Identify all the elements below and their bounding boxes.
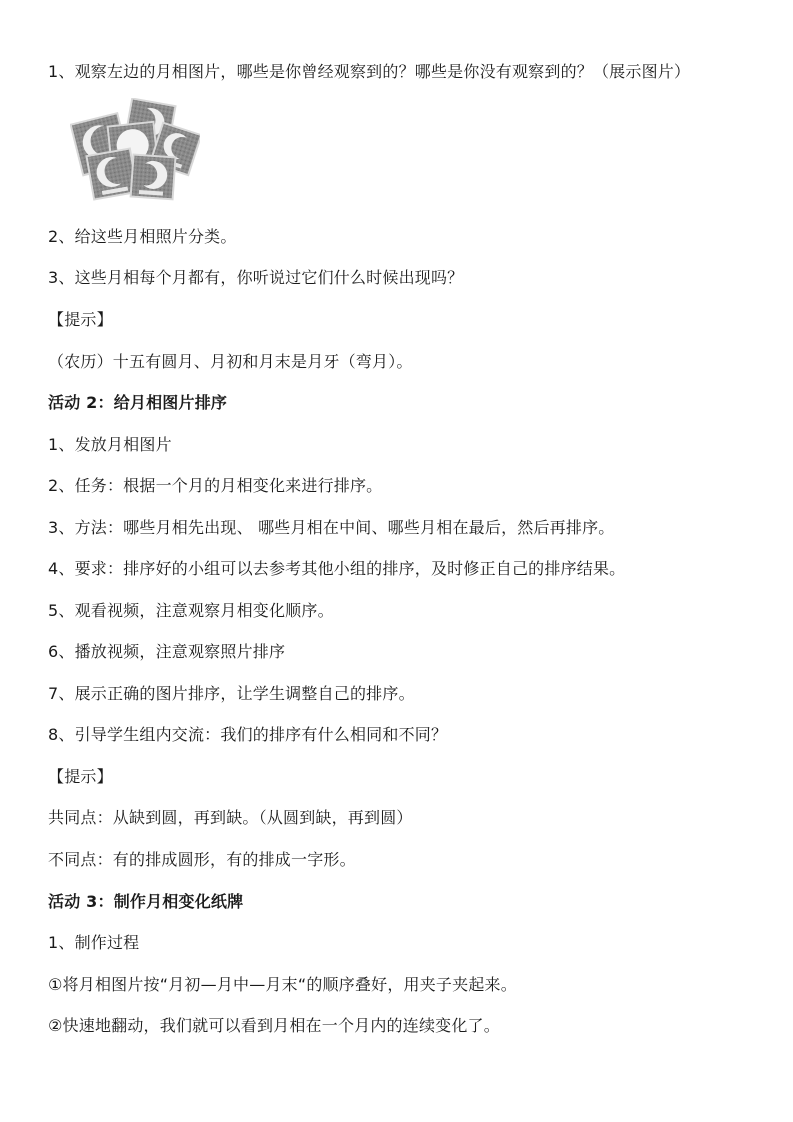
activity-3-item-1: 1、制作过程 — [48, 933, 140, 952]
activity-2-item-2: 2、任务：根据一个月的月相变化来进行排序。 — [48, 476, 383, 495]
activity-2-heading: 活动 2：给月相图片排序 — [48, 393, 228, 412]
activity-2-item-1: 1、发放月相图片 — [48, 435, 172, 454]
activity-3-step-1: ①将月相图片按“月初—月中—月末“的顺序叠好，用夹子夹起来。 — [48, 975, 517, 994]
activity-2-item-6: 6、播放视频，注意观察照片排序 — [48, 642, 286, 661]
activity-3-step-2: ②快速地翻动，我们就可以看到月相在一个月内的连续变化了。 — [48, 1016, 500, 1035]
hint-label-1: 【提示】 — [48, 310, 113, 329]
activity-2-item-4: 4、要求：排序好的小组可以去参考其他小组的排序，及时修正自己的排序结果。 — [48, 559, 626, 578]
hint-label-2: 【提示】 — [48, 767, 113, 786]
activity-2-item-7: 7、展示正确的图片排序，让学生调整自己的排序。 — [48, 684, 415, 703]
question-3: 3、这些月相每个月都有，你听说过它们什么时候出现吗？ — [48, 268, 464, 287]
activity-2-item-3: 3、方法：哪些月相先出现、 哪些月相在中间、哪些月相在最后，然后再排序。 — [48, 518, 615, 537]
question-2: 2、给这些月相照片分类。 — [48, 227, 237, 246]
hint-text-1: （农历）十五有圆月、月初和月末是月牙（弯月）。 — [48, 352, 413, 371]
activity-3-heading: 活动 3：制作月相变化纸牌 — [48, 892, 244, 911]
differences: 不同点：有的排成圆形，有的排成一字形。 — [48, 850, 356, 869]
common-points: 共同点：从缺到圆，再到缺。（从圆到缺，再到圆） — [48, 808, 413, 827]
activity-2-item-5: 5、观看视频，注意观察月相变化顺序。 — [48, 601, 334, 620]
moon-phase-photo-cards — [70, 98, 200, 202]
activity-2-item-8: 8、引导学生组内交流：我们的排序有什么相同和不同？ — [48, 725, 448, 744]
question-1: 1、观察左边的月相图片，哪些是你曾经观察到的？哪些是你没有观察到的？（展示图片） — [48, 62, 691, 81]
